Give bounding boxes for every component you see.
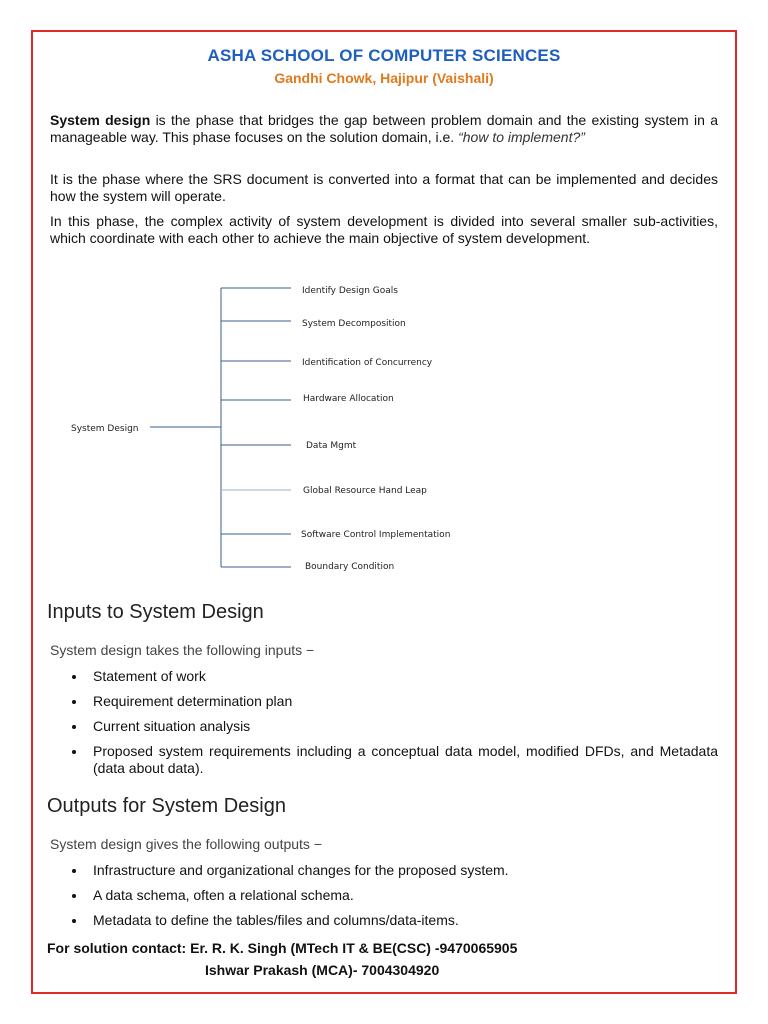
list-item-text: Proposed system requirements including a conceptual data model, modified DFDs, and Metadata (data about data). — [93, 743, 718, 776]
diagram-branch-label: Global Resource Hand Leap — [303, 486, 427, 496]
outputs-heading: Outputs for System Design — [47, 795, 286, 817]
term-system-design: System design — [50, 112, 151, 128]
inputs-intro: System design takes the following inputs − — [50, 642, 315, 658]
list-item — [50, 718, 718, 735]
diagram-branch-label: Software Control Implementation — [301, 530, 451, 540]
diagram-branch-label: Boundary Condition — [305, 562, 395, 572]
bullet-icon — [72, 894, 76, 898]
diagram-branch-label: Data Mgmt — [306, 441, 357, 451]
list-item — [50, 668, 718, 685]
bullet-icon — [72, 869, 76, 873]
inputs-list — [50, 668, 718, 785]
bullet-icon — [72, 919, 76, 923]
list-item-text: Metadata to define the tables/files and columns/data-items. — [93, 912, 459, 928]
list-item — [50, 862, 718, 879]
list-item-text: Requirement determination plan — [93, 693, 293, 709]
intro-paragraph-2: It is the phase where the SRS document is converted into a format that can be implemented and decides how the system will operate. — [50, 171, 718, 204]
list-item — [50, 912, 718, 929]
intro-paragraph-3: In this phase, the complex activity of system development is divided into several smaller sub-activities, which coordinate with each other to achieve the main objective of system development. — [50, 213, 718, 246]
diagram-branch-label: System Decomposition — [302, 319, 406, 329]
inputs-heading: Inputs to System Design — [47, 601, 264, 623]
list-item-text: Statement of work — [93, 668, 206, 684]
list-item-text: Current situation analysis — [93, 718, 251, 734]
system-design-diagram — [0, 270, 768, 590]
school-name: ASHA SCHOOL OF COMPUTER SCIENCES — [207, 46, 561, 65]
intro-paragraph-1-text: is the phase that bridges the gap between problem domain and the existing system in a manageable way. This phase focuses on the solution domain, i.e. — [50, 112, 718, 145]
bullet-icon — [72, 750, 76, 754]
bullet-icon — [72, 700, 76, 704]
diagram-svg — [0, 270, 768, 590]
list-item — [50, 693, 718, 710]
outputs-intro: System design gives the following outputs − — [50, 836, 322, 852]
contact-line-1: For solution contact: Er. R. K. Singh (MTech IT & BE(CSC) -9470065905 — [47, 940, 518, 956]
diagram-branch-label: Identify Design Goals — [302, 286, 398, 296]
diagram-root-label: System Design — [71, 424, 139, 434]
diagram-branch-label: Identification of Concurrency — [302, 358, 433, 368]
outputs-list — [50, 862, 718, 937]
list-item — [50, 887, 718, 904]
list-item — [50, 743, 718, 777]
bullet-icon — [72, 675, 76, 679]
list-item-text: Infrastructure and organizational changes for the proposed system. — [93, 862, 509, 878]
list-item-text: A data schema, often a relational schema. — [93, 887, 354, 903]
bullet-icon — [72, 725, 76, 729]
how-to-implement-quote: “how to implement?” — [458, 129, 585, 145]
diagram-branch-label: Hardware Allocation — [303, 394, 394, 404]
school-address: Gandhi Chowk, Hajipur (Vaishali) — [274, 70, 494, 86]
contact-line-2: Ishwar Prakash (MCA)- 7004304920 — [205, 962, 440, 978]
intro-paragraph-1 — [50, 112, 718, 146]
